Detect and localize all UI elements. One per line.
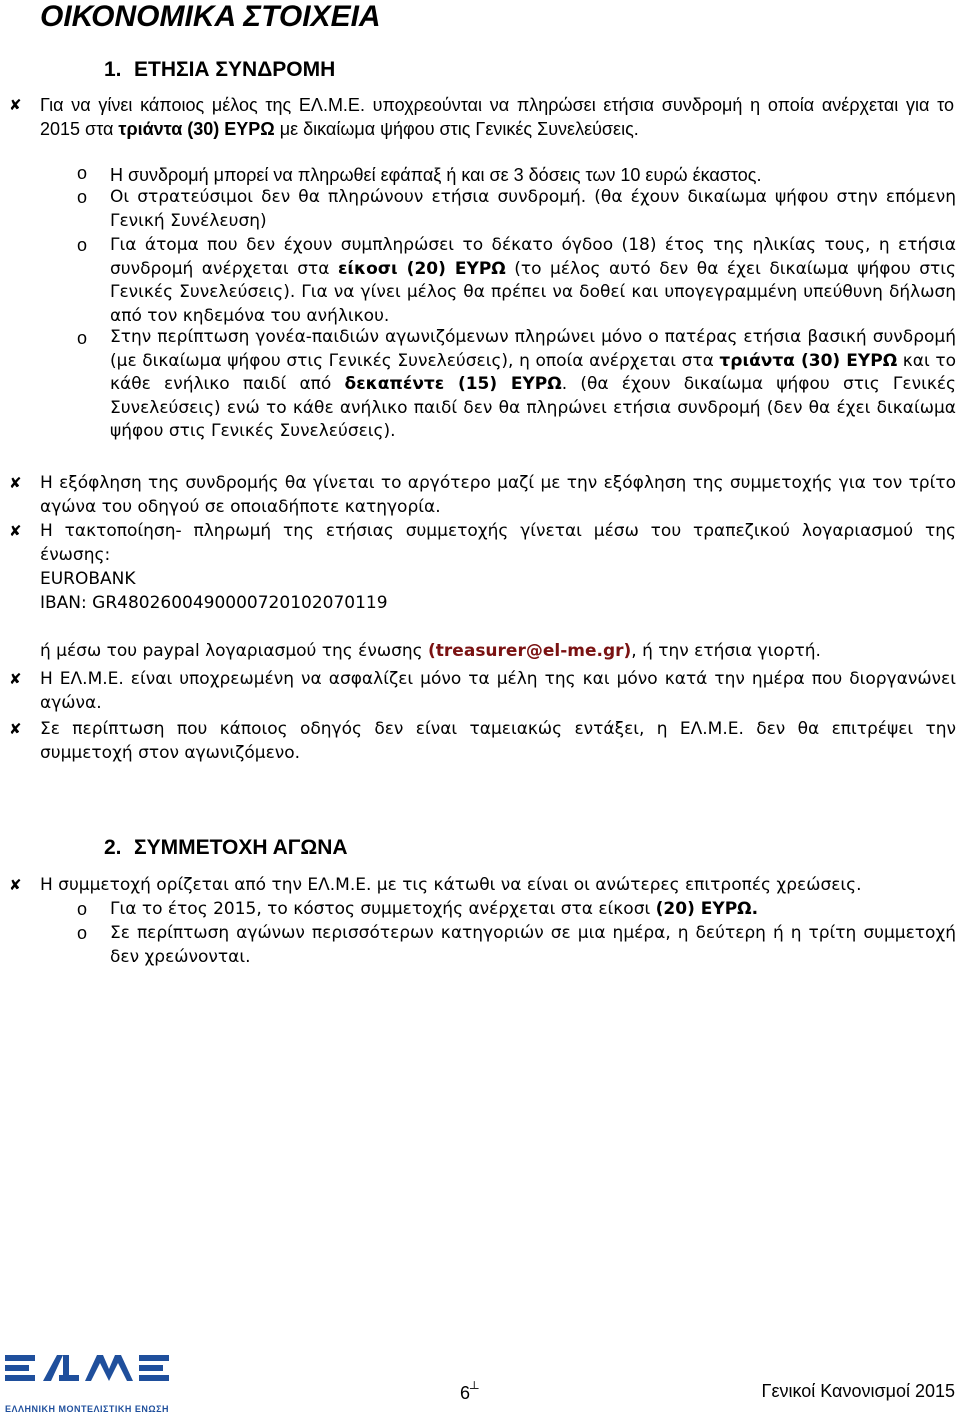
bold-amount: τριάντα (30) ΕΥΡΩ: [719, 350, 898, 371]
page-number: [460, 1381, 479, 1404]
participation-paragraph: Η συμμετοχή ορίζεται από την ΕΛ.Μ.Ε. με τις κάτωθι να είναι οι ανώτερες επιτροπές χρεώσεις.: [40, 875, 862, 895]
sub-bullet-icon: o: [77, 899, 88, 919]
text-run: Για το έτος 2015, το κόστος συμμετοχής ανέρχεται στα είκοσι: [110, 899, 656, 919]
text-run: , ή την ετήσια γιορτή.: [631, 641, 821, 661]
page-mark-icon: ┴: [470, 1381, 479, 1395]
page-title: ΟΙΚΟΝΟΜΙΚΑ ΣΤΟΙΧΕΙΑ: [40, 0, 381, 33]
section-1-heading: [104, 58, 335, 82]
cost-item: [110, 898, 956, 922]
minors-item: [110, 234, 956, 328]
text-run: Για άτομα που δεν έχουν συμπληρώσει το δέκατο όγδοο (18) έτος της ηλικίας τους, η ετήσια συνδρομή ανέρχεται στα: [110, 235, 956, 279]
cross-bullet-icon: ✘: [9, 720, 22, 738]
conscripts-item: Οι στρατεύσιμοι δεν θα πληρώνουν ετήσια συνδρομή. (θα έχουν δικαίωμα ψήφου στην επόμενη Γενική Συνέλευση): [110, 187, 956, 231]
paypal-line: [40, 640, 956, 664]
sub-bullet-icon: o: [77, 923, 88, 943]
page-number-value: 6: [460, 1383, 471, 1403]
bank-name: EUROBANK: [40, 569, 136, 589]
bold-amount: τριάντα (30) ΕΥΡΩ: [118, 119, 275, 139]
installments-item: Η συνδρομή μπορεί να πληρωθεί εφάπαξ ή και σε 3 δόσεις των 10 ευρώ έκαστος.: [110, 165, 762, 185]
cross-bullet-icon: ✘: [9, 96, 22, 114]
cross-bullet-icon: ✘: [9, 522, 22, 540]
bold-amount: (20) ΕΥΡΩ.: [655, 899, 759, 919]
membership-fee-paragraph: [40, 93, 954, 141]
sub-bullet-icon: o: [77, 235, 88, 255]
sub-bullet-icon: o: [77, 187, 88, 207]
bold-amount: δεκαπέντε (15) ΕΥΡΩ: [344, 374, 562, 395]
section-2-heading: [104, 836, 348, 860]
bold-amount: είκοσι (20) ΕΥΡΩ: [337, 258, 506, 279]
text-run: με δικαίωμα ψήφου στις Γενικές Συνελεύσεις.: [274, 119, 639, 139]
text-run: Στην περίπτωση γονέα-παιδιών αγωνιζόμενων πληρώνει μόνο ο πατέρας ετήσια βασική συνδρομή (με δικαίωμα ψήφου στις Γενικές Συνελεύσεις), η οποία ανέρχεται στα: [110, 327, 956, 371]
text-run: και το κάθε ενήλικο παιδί από: [110, 350, 957, 395]
cross-bullet-icon: ✘: [9, 670, 22, 688]
document-title: Γενικοί Κανονισμοί 2015: [761, 1381, 955, 1401]
text-run: . (θα έχουν δικαίωμα ψήφου στις Γενικές Συνελεύσεις) ενώ το κάθε ανήλικο παιδί δεν θα πληρώνει ετήσια συνδρομή (δεν θα έχει δικαίωμα ψήφου στις Γενικές Συνελεύσεις).: [110, 374, 957, 442]
text-run: ή μέσω του paypal λογαριασμού της ένωσης: [40, 641, 429, 661]
cross-bullet-icon: ✘: [9, 876, 22, 894]
elme-logo-graphic: [5, 1355, 175, 1399]
insurance-paragraph: Η ΕΛ.Μ.Ε. είναι υποχρεωμένη να ασφαλίζει μόνο τα μέλη της και μόνο κατά την ημέρα που διοργανώνει αγώνα.: [40, 669, 956, 713]
text-run: (το μέλος αυτό δεν θα έχει δικαίωμα ψήφου στις Γενικές Συνελεύσεις). Για να γίνει μέλος θα πρέπει να δοθεί και υπογεγραμμένη υπεύθυνη δήλωση από τον κηδεμόνα του ανήλικου.: [110, 258, 956, 326]
sub-bullet-icon: o: [77, 163, 88, 183]
family-item: [110, 326, 956, 444]
section-title: ΣΥΜΜΕΤΟΧΗ ΑΓΩΝΑ: [134, 836, 348, 859]
bank-payment-paragraph: Η τακτοποίηση- πληρωμή της ετήσιας συμμετοχής γίνεται μέσω του τραπεζικού λογαριασμού της ένωσης:: [40, 521, 956, 565]
multi-category-item: Σε περίπτωση αγώνων περισσότερων κατηγοριών σε μια ημέρα, η δεύτερη ή η τρίτη συμμετοχή δεν χρεώνονται.: [110, 923, 956, 967]
unpaid-paragraph: Σε περίπτωση που κάποιος οδηγός δεν είναι ταμειακώς εντάξει, η ΕΛ.Μ.Ε. δεν θα επιτρέψει την συμμετοχή στον αγωνιζόμενο.: [40, 719, 956, 763]
elme-logo: [5, 1355, 175, 1414]
paypal-email: (treasurer@el-me.gr): [428, 641, 632, 661]
section-number: 1.: [104, 58, 122, 81]
logo-subtitle: ΕΛΛΗΝΙΚΗ ΜΟΝΤΕΛΙΣΤΙΚΗ ΕΝΩΣΗ: [5, 1404, 170, 1414]
cross-bullet-icon: ✘: [9, 474, 22, 492]
section-title: ΕΤΗΣΙΑ ΣΥΝΔΡΟΜΗ: [134, 58, 336, 81]
sub-bullet-icon: o: [77, 328, 88, 348]
section-number: 2.: [104, 836, 122, 859]
iban: IBAN: GR4802600490000720102070119: [40, 593, 388, 613]
payment-deadline-paragraph: Η εξόφληση της συνδρομής θα γίνεται το αργότερο μαζί με την εξόφληση της συμμετοχής για τον τρίτο αγώνα του οδηγού σε οποιαδήποτε κατηγορία.: [40, 473, 956, 517]
text-run: Για να γίνει κάποιος μέλος της ΕΛ.Μ.Ε. υποχρεούνται να πληρώσει ετήσια συνδρομή η οποία ανέρχεται για το 2015 στα: [40, 95, 954, 139]
